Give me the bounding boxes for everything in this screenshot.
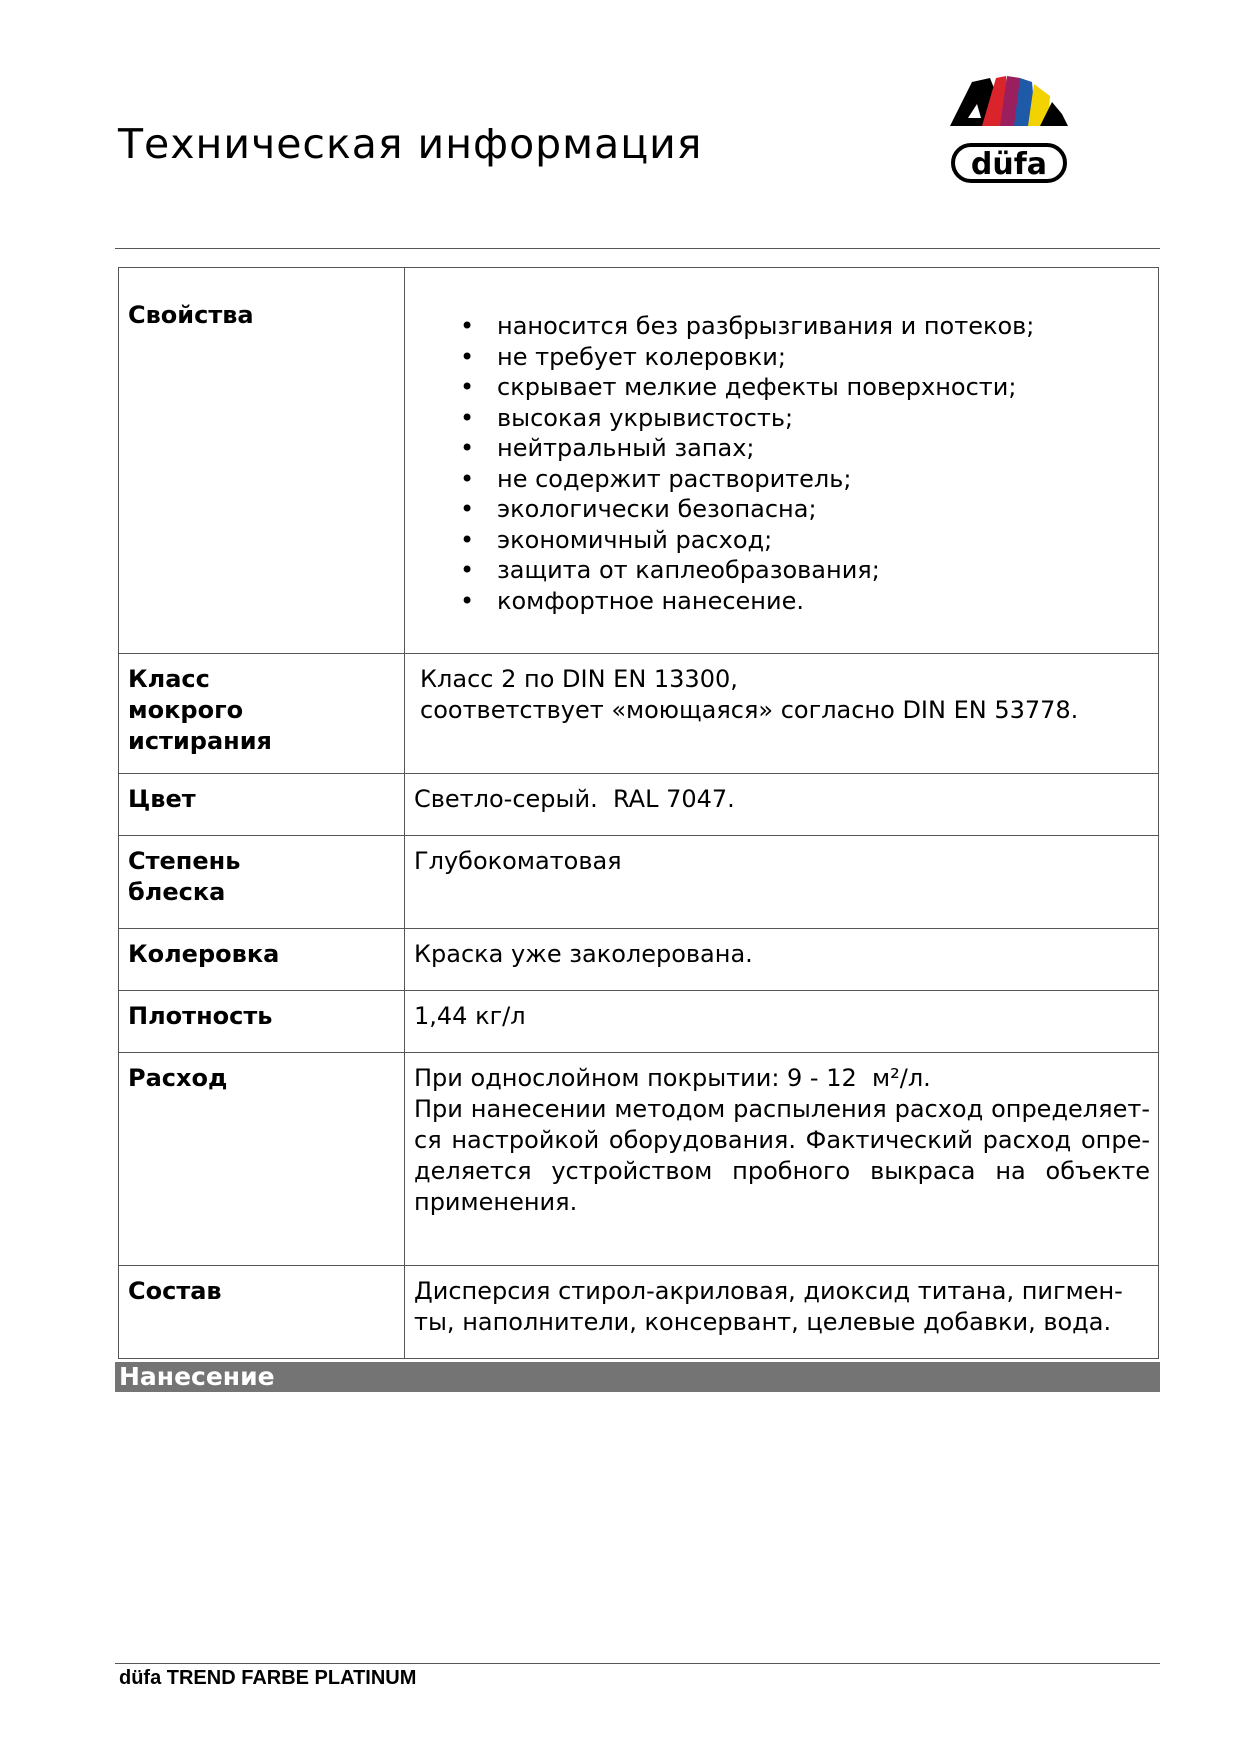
table-row: [119, 991, 1159, 1053]
table-row: [119, 1266, 1159, 1359]
list-item: • не содержит растворитель;: [414, 464, 1150, 495]
table-row: [119, 268, 1159, 654]
table-row: [119, 929, 1159, 991]
page-title: Техническая информация: [118, 120, 703, 168]
gloss-label: [119, 836, 405, 929]
consumption-value: [405, 1053, 1159, 1266]
tinting-value: Краска уже заколерована.: [405, 929, 1159, 991]
footer-divider: [115, 1663, 1160, 1664]
header-divider: [115, 248, 1160, 249]
wet-abrasion-label: [119, 654, 405, 774]
properties-list: [414, 278, 1150, 616]
list-item: • защита от каплеобразования;: [414, 555, 1150, 586]
list-item: • нейтральный запах;: [414, 433, 1150, 464]
table-row: [119, 774, 1159, 836]
density-label: Плотность: [119, 991, 405, 1053]
list-item: • не требует колеровки;: [414, 342, 1150, 373]
properties-value: [405, 268, 1159, 654]
footer-product-name: düfa TREND FARBE PLATINUM: [119, 1667, 417, 1689]
color-label: Цвет: [119, 774, 405, 836]
wet-abrasion-value: [405, 654, 1159, 774]
list-item: • наносится без разбрызгивания и потеков;: [414, 311, 1150, 342]
properties-label: Свойства: [119, 268, 405, 654]
section-header-application: Нанесение: [115, 1362, 1160, 1392]
gloss-value: Глубокоматовая: [405, 836, 1159, 929]
value-line: Класс 2 по DIN EN 13300,: [420, 665, 738, 693]
label-line: истирания: [128, 727, 272, 755]
color-value: Светло-серый. RAL 7047.: [405, 774, 1159, 836]
consumption-paragraph: При нанесении методом распыления расход определяет-ся настройкой оборудования. Фактический расход опре-деляется устройством пробного выкраса на объекте применения.: [414, 1095, 1150, 1216]
composition-label: Состав: [119, 1266, 405, 1359]
label-line: блеска: [128, 878, 226, 906]
logo-wordmark: düfa: [970, 147, 1048, 182]
label-line: Степень: [128, 847, 241, 875]
tinting-label: Колеровка: [119, 929, 405, 991]
list-item: • скрывает мелкие дефекты поверхности;: [414, 372, 1150, 403]
consumption-label: Расход: [119, 1053, 405, 1266]
table-row: [119, 1053, 1159, 1266]
density-value: 1,44 кг/л: [405, 991, 1159, 1053]
list-item: • экономичный расход;: [414, 525, 1150, 556]
table-row: [119, 654, 1159, 774]
list-item: • комфортное нанесение.: [414, 586, 1150, 617]
spec-table: [118, 267, 1159, 1359]
consumption-line: При однослойном покрытии: 9 - 12 м²/л.: [414, 1064, 931, 1092]
value-line: соответствует «моющаяся» согласно DIN EN 53778.: [420, 696, 1079, 724]
composition-value: Дисперсия стирол-акриловая, диоксид титана, пигмен-ты, наполнители, консервант, целевые добавки, вода.: [405, 1266, 1159, 1359]
label-line: мокрого: [128, 696, 244, 724]
list-item: • высокая укрывистость;: [414, 403, 1150, 434]
dufa-logo: [950, 74, 1068, 186]
color-fan-icon: [950, 76, 1068, 126]
list-item: • экологически безопасна;: [414, 494, 1150, 525]
table-row: [119, 836, 1159, 929]
label-line: Класс: [128, 665, 210, 693]
